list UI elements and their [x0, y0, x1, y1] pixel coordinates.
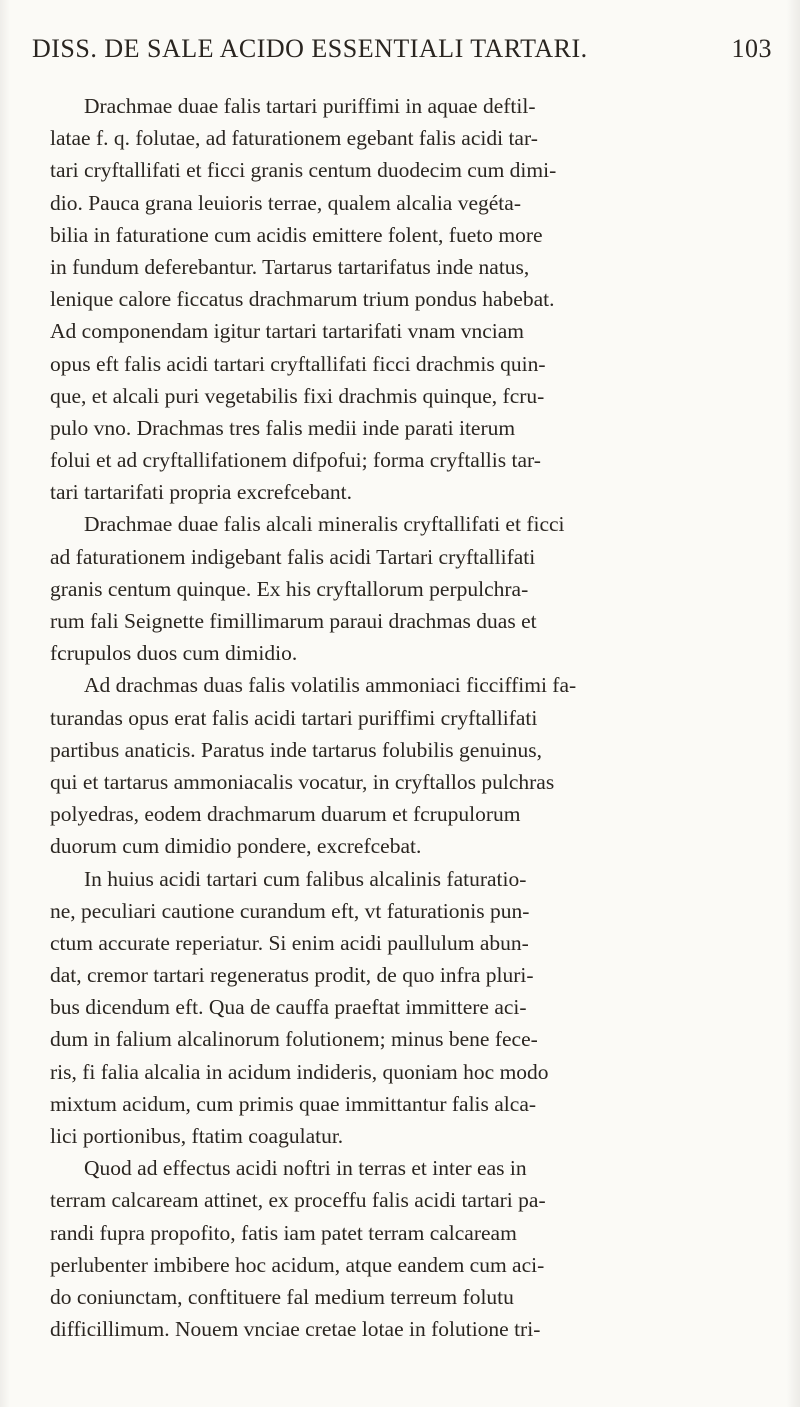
text-line: ctum accurate reperiatur. Si enim acidi paullulum abun- — [50, 930, 529, 955]
text-line: randi fupra propofito, fatis iam patet terram calcaream — [50, 1220, 517, 1245]
text-line: In huius acidi tartari cum falibus alcalinis faturatio- — [84, 866, 527, 891]
page-spine-shadow — [786, 0, 800, 1407]
paragraph-2 — [50, 508, 770, 669]
page-left-edge — [0, 0, 10, 1407]
text-line: partibus anaticis. Paratus inde tartarus folubilis genuinus, — [50, 737, 543, 762]
text-line: Drachmae duae falis tartari puriffimi in aquae deftil- — [84, 94, 536, 118]
text-line: granis centum quinque. Ex his cryftallorum perpulchra- — [50, 576, 529, 601]
text-line: do coniunctam, conftituere fal medium terreum folutu — [50, 1284, 514, 1309]
text-line: ris, fi falia alcalia in acidum indideris, quoniam hoc modo — [50, 1059, 549, 1084]
paragraph-4 — [50, 863, 770, 1153]
text-line: bus dicendum eft. Qua de cauffa praeftat immittere aci- — [50, 995, 527, 1020]
text-line: dat, cremor tartari regeneratus prodit, de quo infra pluri- — [50, 963, 534, 988]
text-line: in fundum deferebantur. Tartarus tartarifatus inde natus, — [50, 254, 530, 279]
text-line: bilia in faturatione cum acidis emittere folent, fueto more — [50, 222, 543, 247]
text-line: fcrupulos duos cum dimidio. — [50, 641, 298, 666]
paragraph-5 — [50, 1152, 770, 1345]
text-line: duorum cum dimidio pondere, excrefcebat. — [50, 834, 422, 859]
text-line: ne, peculiari cautione curandum eft, vt faturationis pun- — [50, 898, 530, 923]
text-line: qui et tartarus ammoniacalis vocatur, in cryftallos pulchras — [50, 769, 555, 794]
text-line: ad faturationem indigebant falis acidi Tartari cryftallifati — [50, 544, 536, 569]
text-line: Ad componendam igitur tartari tartarifati vnam vnciam — [50, 319, 525, 344]
text-line: dum in falium alcalinorum folutionem; minus bene fece- — [50, 1027, 538, 1052]
text-line: Quod ad effectus acidi noftri in terras et inter eas in — [84, 1156, 527, 1181]
text-line: Drachmae duae falis alcali mineralis cryftallifati et ficci — [84, 512, 565, 537]
text-line: mixtum acidum, cum primis quae immittantur falis alca- — [50, 1091, 537, 1116]
running-header — [32, 34, 772, 74]
text-line: pulo vno. Drachmas tres falis medii inde parati iterum — [50, 415, 516, 440]
text-line: lici portionibus, ftatim coagulatur. — [50, 1124, 344, 1148]
text-line: polyedras, eodem drachmarum duarum et fcrupulorum — [50, 802, 521, 827]
text-line: perlubenter imbibere hoc acidum, atque eandem cum aci- — [50, 1252, 545, 1277]
text-line: Ad drachmas duas falis volatilis ammoniaci ficciffimi fa- — [84, 673, 577, 698]
text-line: folui et ad cryftallifationem difpofui; forma cryftallis tar- — [50, 448, 541, 473]
page-number: 103 — [731, 34, 772, 63]
text-line: difficillimum. Nouem vnciae cretae lotae in folutione tri- — [50, 1317, 541, 1342]
paragraph-1 — [50, 90, 770, 508]
text-line: turandas opus erat falis acidi tartari puriffimi cryftallifati — [50, 705, 538, 730]
text-line: latae f. q. folutae, ad faturationem egebant falis acidi tar- — [50, 126, 538, 151]
text-line: terram calcaream attinet, ex proceffu falis acidi tartari pa- — [50, 1188, 546, 1213]
text-line: lenique calore ficcatus drachmarum trium pondus habebat. — [50, 287, 555, 312]
text-line: tari tartarifati propria excrefcebant. — [50, 480, 353, 505]
text-line: rum fali Seignette fimillimarum paraui drachmas duas et — [50, 609, 537, 633]
text-line: que, et alcali puri vegetabilis fixi drachmis quinque, fcru- — [50, 383, 545, 408]
text-line: dio. Pauca grana leuioris terrae, qualem alcalia vegéta- — [50, 190, 521, 215]
text-line: tari cryftallifati et ficci granis centum duodecim cum dimi- — [50, 158, 557, 183]
paragraph-3 — [50, 669, 770, 862]
text-line: opus eft falis acidi tartari cryftallifati ficci drachmis quin- — [50, 351, 546, 376]
running-title: DISS. DE SALE ACIDO ESSENTIALI TARTARI. — [32, 34, 588, 63]
body-text — [50, 90, 770, 1345]
